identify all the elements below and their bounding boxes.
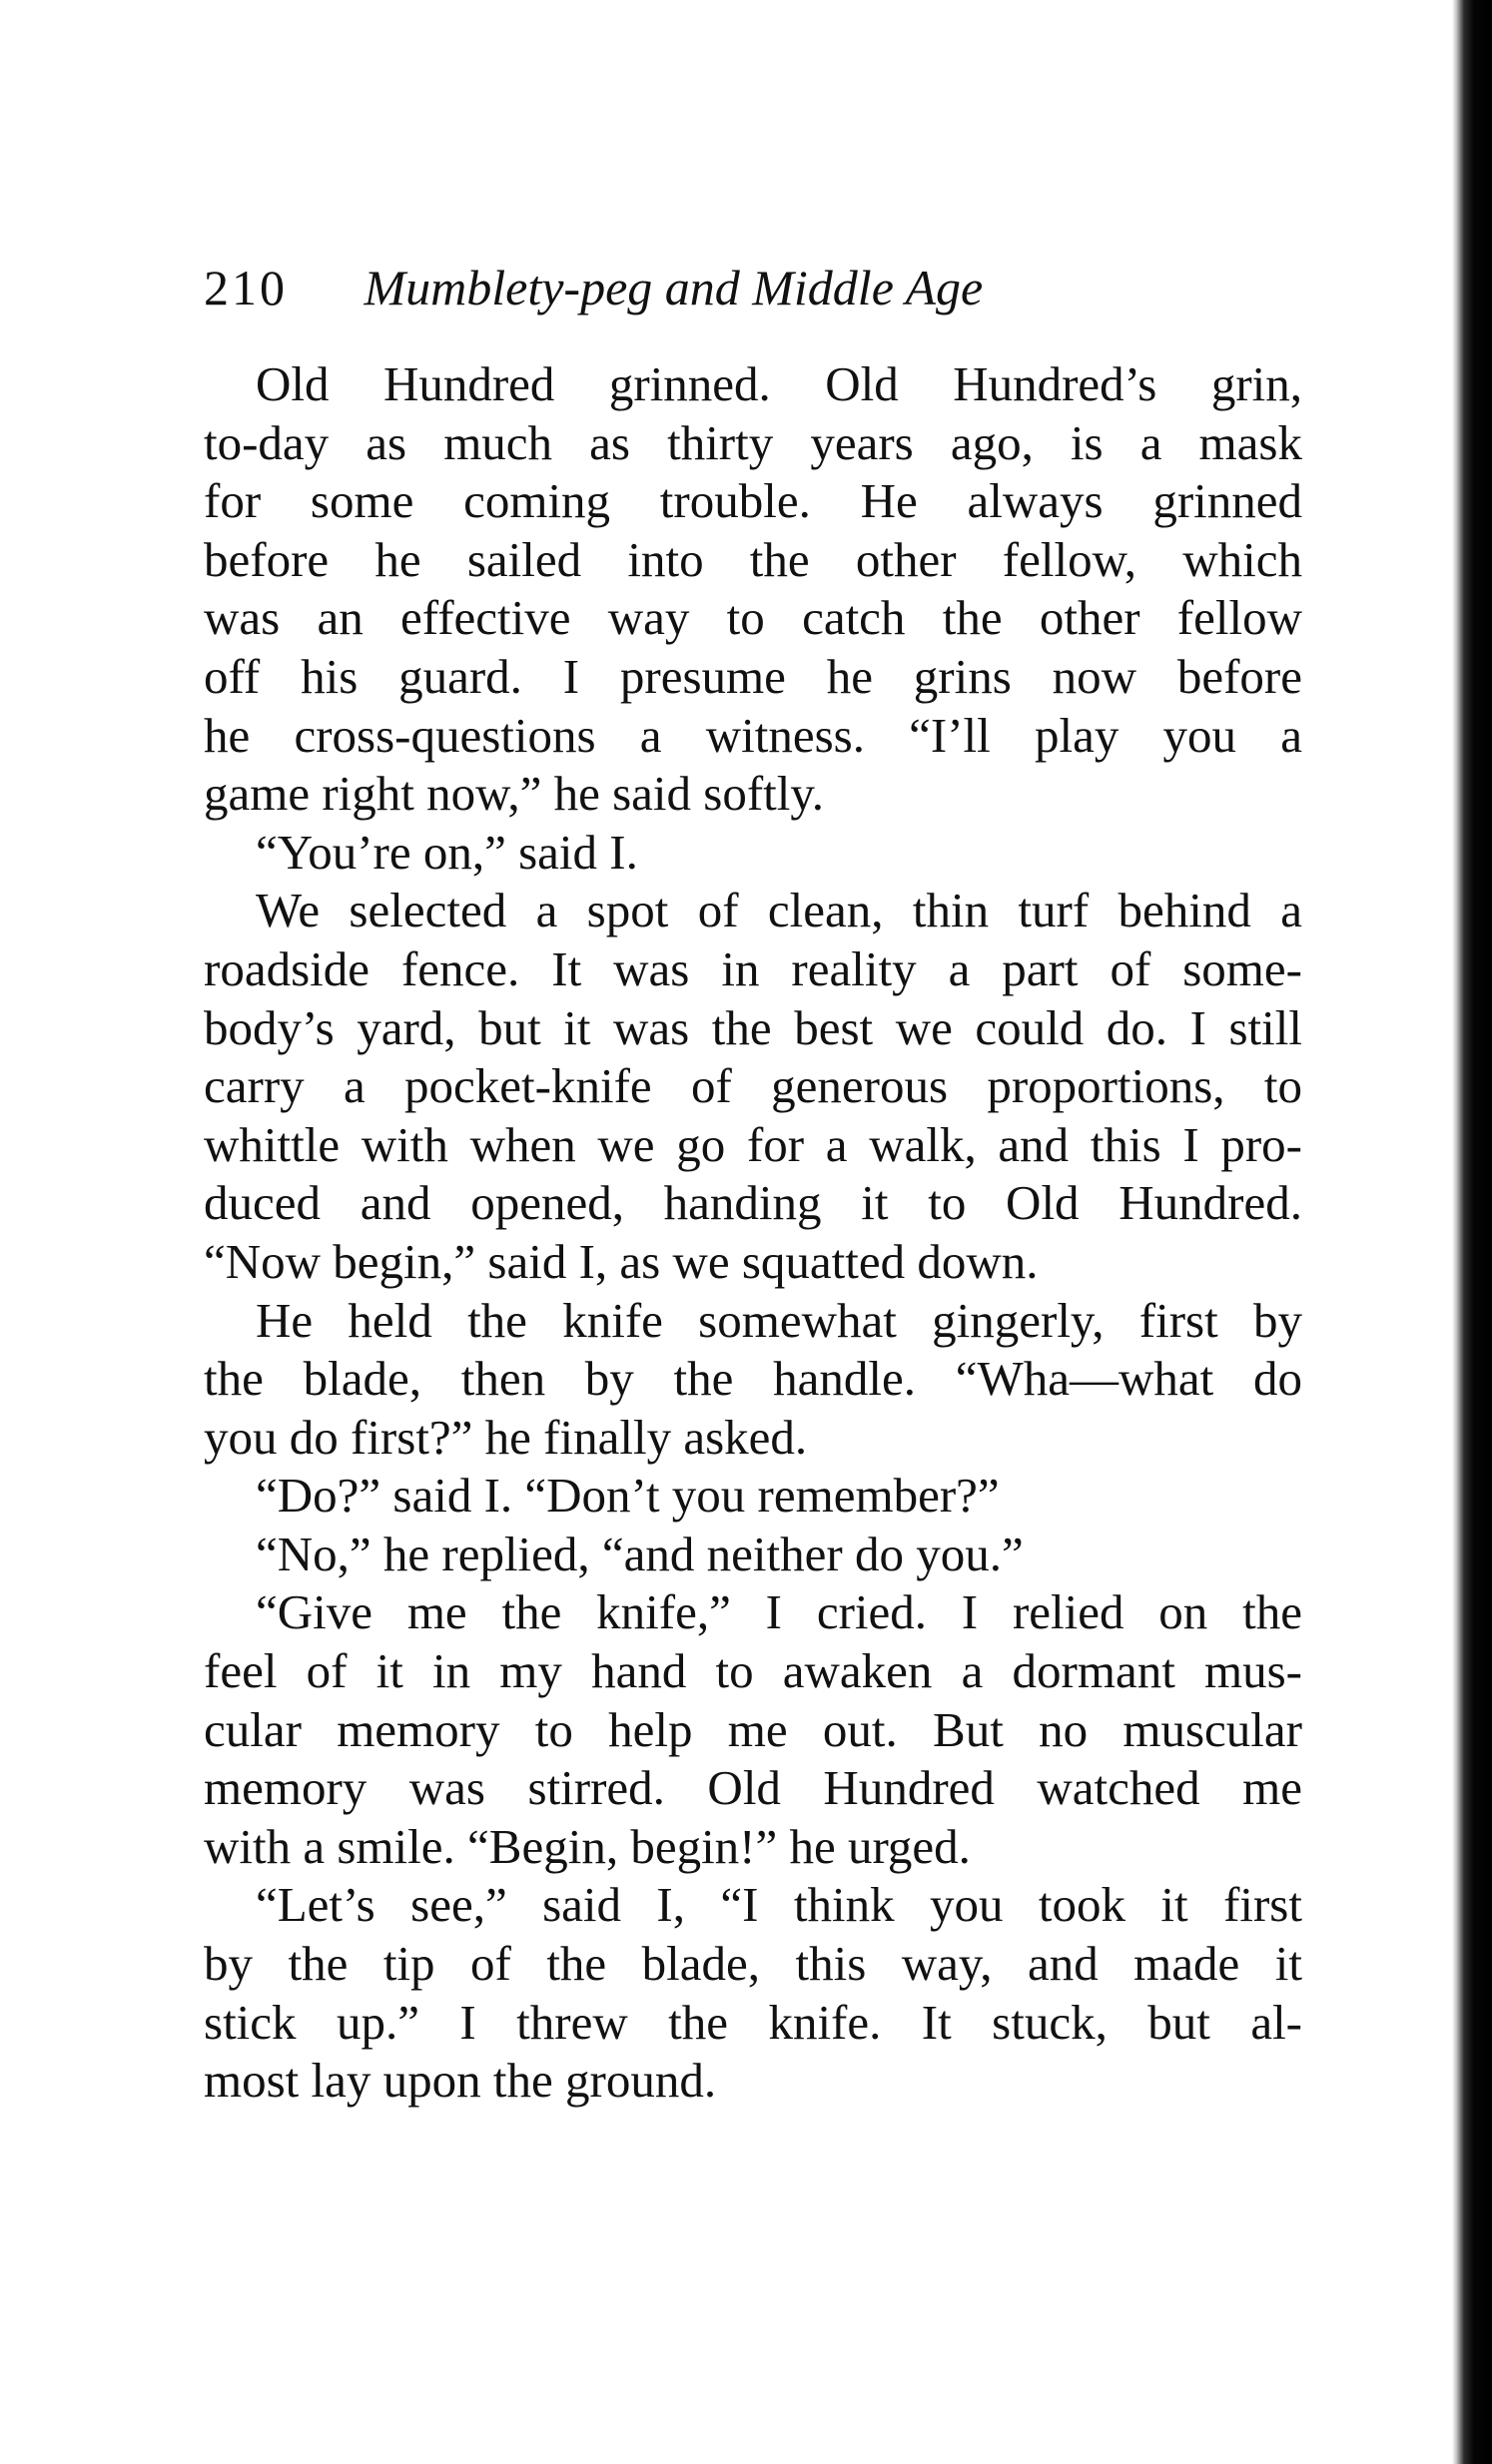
text-line: with a smile. “Begin, begin!” he urged.: [204, 1818, 971, 1874]
text-line: body’s yard, but it was the best we could do. I still: [204, 999, 1302, 1055]
text-line: game right now,” he said softly.: [204, 766, 824, 822]
text-line: “No,” he replied, “and neither do you.”: [256, 1526, 1024, 1581]
running-head: [204, 248, 1312, 327]
text-line: he cross-questions a witness. “I’ll play you a: [204, 707, 1302, 763]
text-line: Old Hundred grinned. Old Hundred’s grin,: [256, 356, 1302, 411]
text-line: before he sailed into the other fellow, which: [204, 531, 1302, 587]
text-line: carry a pocket-knife of generous proportions, to: [204, 1058, 1302, 1114]
text-line: “Let’s see,” said I, “I think you took it first: [256, 1877, 1302, 1933]
page-number: 210: [204, 260, 288, 315]
body-text: [204, 355, 1302, 2111]
text-line: “You’re on,” said I.: [256, 824, 638, 880]
text-line: He held the knife somewhat gingerly, first by: [256, 1292, 1302, 1348]
text-line: stick up.” I threw the knife. It stuck, but al-: [204, 1994, 1302, 2050]
text-line: We selected a spot of clean, thin turf behind a: [256, 883, 1302, 938]
text-line: you do first?” he finally asked.: [204, 1409, 808, 1465]
text-line: “Now begin,” said I, as we squatted down.: [204, 1233, 1039, 1289]
text-line: “Do?” said I. “Don’t you remember?”: [256, 1468, 1000, 1524]
text-line: whittle with when we go for a walk, and this I pro-: [204, 1116, 1302, 1172]
text-line: cular memory to help me out. But no muscular: [204, 1701, 1302, 1757]
text-line: feel of it in my hand to awaken a dormant mus-: [204, 1643, 1302, 1699]
text-line: for some coming trouble. He always grinned: [204, 473, 1302, 529]
running-title: Mumblety-peg and Middle Age: [364, 260, 984, 315]
page-binding-edge: [1452, 0, 1492, 2464]
text-line: off his guard. I presume he grins now before: [204, 648, 1302, 704]
text-line: “Give me the knife,” I cried. I relied on the: [256, 1584, 1302, 1640]
text-line: most lay upon the ground.: [204, 2053, 717, 2109]
text-line: roadside fence. It was in reality a part of some-: [204, 940, 1302, 996]
text-line: the blade, then by the handle. “Wha—what do: [204, 1351, 1302, 1407]
text-line: memory was stirred. Old Hundred watched me: [204, 1760, 1302, 1816]
text-line: was an effective way to catch the other fellow: [204, 590, 1302, 646]
text-line: to-day as much as thirty years ago, is a mask: [204, 414, 1302, 470]
text-line: duced and opened, handing it to Old Hundred.: [204, 1175, 1302, 1231]
text-line: by the tip of the blade, this way, and made it: [204, 1936, 1302, 1992]
